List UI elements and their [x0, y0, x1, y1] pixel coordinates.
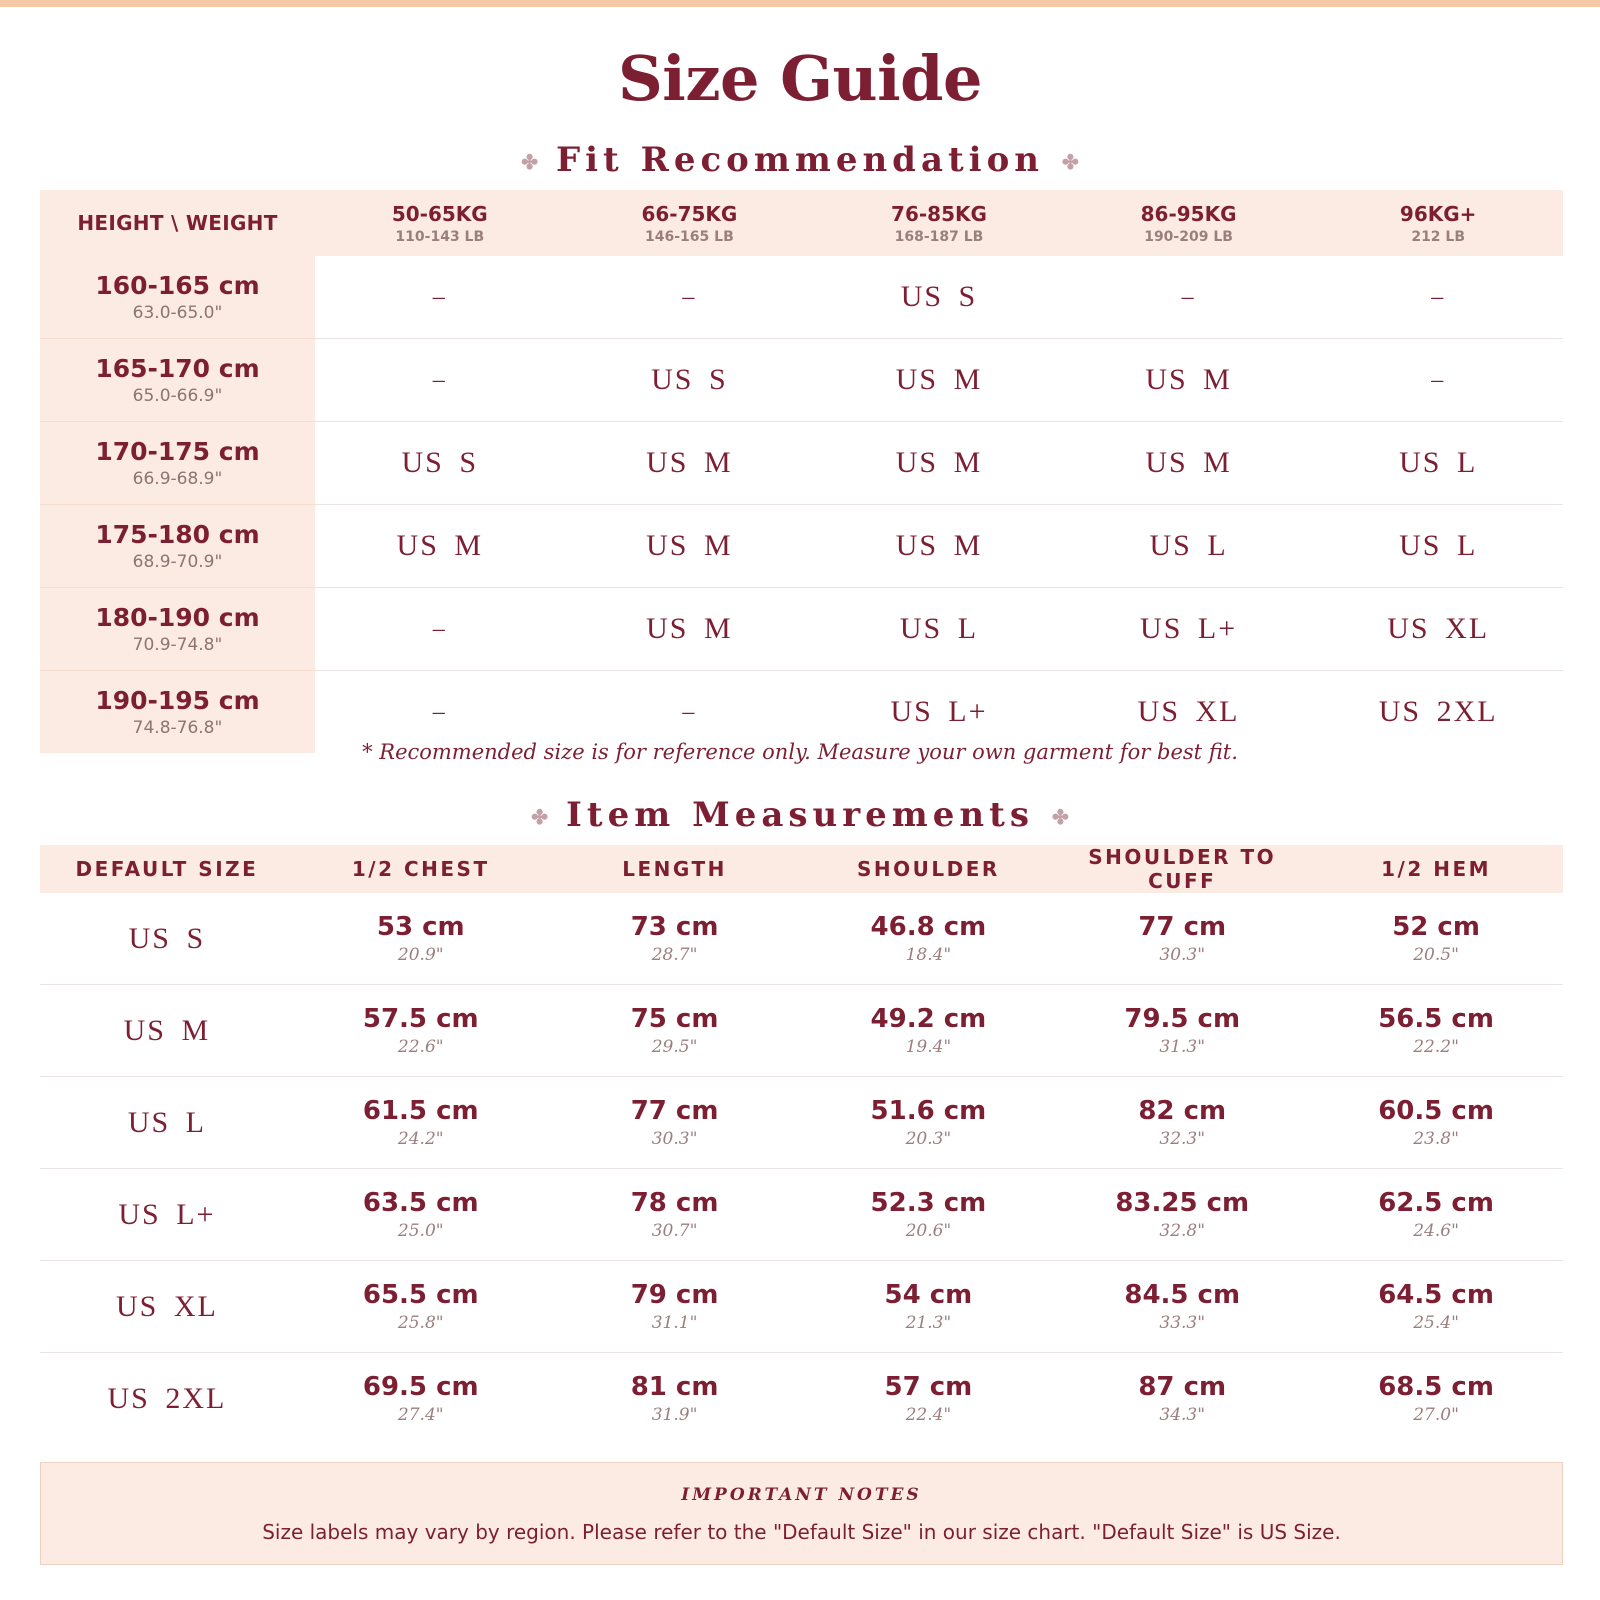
- measurement-cm: 87 cm: [1138, 1372, 1227, 1402]
- measurement-cell: [1055, 893, 1309, 985]
- fit-disclaimer: * Recommended size is for reference only. Measure your own garment for best fit.: [362, 740, 1238, 764]
- measurement-cm: 52 cm: [1392, 912, 1480, 942]
- measurement-cell: [548, 1261, 802, 1353]
- measurement-cell: [801, 893, 1055, 985]
- measurement-in: 31.9": [651, 1405, 698, 1425]
- weight-kg: 96KG+: [1399, 201, 1477, 226]
- measurement-cm: 62.5 cm: [1378, 1188, 1494, 1218]
- height-in: 65.0-66.9": [132, 386, 223, 406]
- measurement-cell: [1055, 1169, 1309, 1261]
- measurement-in: 27.0": [1413, 1405, 1459, 1425]
- measurement-cell: [294, 893, 548, 985]
- weight-kg: 66-75KG: [641, 201, 738, 226]
- column-header: SHOULDER TO CUFF: [1055, 845, 1309, 893]
- fit-row: [40, 588, 1563, 671]
- weight-column-header: [814, 190, 1064, 256]
- measurement-in: 25.4": [1413, 1313, 1459, 1333]
- size-recommendation-cell: US M: [814, 422, 1064, 505]
- measurement-cm: 49.2 cm: [870, 1004, 987, 1034]
- fit-header-row: [40, 190, 1563, 256]
- size-recommendation-cell: –: [315, 588, 565, 671]
- fit-recommendation-table: [40, 190, 1563, 753]
- height-cm: 175-180 cm: [95, 520, 260, 549]
- measurement-cell: [801, 1353, 1055, 1445]
- measurement-cell: [1055, 1261, 1309, 1353]
- measurement-in: 27.4": [397, 1405, 444, 1425]
- size-recommendation-cell: –: [1313, 256, 1563, 339]
- size-recommendation-cell: US M: [315, 505, 565, 588]
- measurement-row: [40, 1353, 1563, 1445]
- size-recommendation-cell: US M: [565, 422, 815, 505]
- height-in: 74.8-76.8": [132, 718, 223, 738]
- measurement-cell: [1055, 985, 1309, 1077]
- default-size-cell: US M: [40, 985, 294, 1077]
- flower-ornament-icon: ✤: [1051, 805, 1069, 829]
- measurement-cell: [801, 985, 1055, 1077]
- weight-lb: 190-209 LB: [1144, 228, 1233, 245]
- default-size-cell: US XL: [40, 1261, 294, 1353]
- measurement-in: 34.3": [1159, 1405, 1206, 1425]
- flower-ornament-icon: ✤: [521, 150, 538, 174]
- default-size-cell: US L: [40, 1077, 294, 1169]
- height-row-header: [40, 422, 315, 505]
- flower-ornament-icon: ✤: [1062, 150, 1079, 174]
- column-header: DEFAULT SIZE: [40, 845, 294, 893]
- size-recommendation-cell: –: [682, 698, 697, 725]
- fit-row: [40, 339, 1563, 422]
- height-cm: 160-165 cm: [95, 271, 260, 300]
- fit-recommendation-title: Fit Recommendation: [556, 140, 1044, 180]
- measurement-cell: [294, 1169, 548, 1261]
- measurement-cell: [548, 985, 802, 1077]
- measurement-cell: [294, 1077, 548, 1169]
- height-cm: 165-170 cm: [95, 354, 260, 383]
- measurement-cell: [1309, 1353, 1563, 1445]
- measurement-in: 24.6": [1413, 1221, 1459, 1241]
- important-notes-box: [40, 1462, 1563, 1565]
- measurement-cell: [1309, 985, 1563, 1077]
- height-row-header: [40, 256, 315, 339]
- measurement-cm: 78 cm: [630, 1188, 719, 1218]
- height-cm: 170-175 cm: [95, 437, 260, 466]
- measurement-in: 18.4": [905, 945, 952, 965]
- measurement-cell: [1309, 893, 1563, 985]
- measurement-in: 25.0": [397, 1221, 444, 1241]
- measurement-row: [40, 1169, 1563, 1261]
- size-recommendation-cell: US L+: [890, 695, 988, 728]
- default-size-cell: US S: [40, 893, 294, 985]
- measurement-in: 22.2": [1413, 1037, 1459, 1057]
- measurement-cm: 79.5 cm: [1124, 1004, 1241, 1034]
- default-size-cell: US L+: [40, 1169, 294, 1261]
- default-size-cell: US 2XL: [107, 1381, 227, 1415]
- measurement-in: 20.6": [905, 1221, 952, 1241]
- weight-kg: 76-85KG: [891, 201, 987, 226]
- measurement-in: 29.5": [651, 1037, 698, 1057]
- measurement-cm: 51.6 cm: [870, 1096, 987, 1126]
- weight-kg: 50-65KG: [391, 201, 488, 226]
- measurement-cell: [548, 1353, 802, 1445]
- measurement-cm: 83.25 cm: [1115, 1188, 1250, 1218]
- measurement-in: 28.7": [651, 945, 698, 965]
- measurement-cm: 60.5 cm: [1378, 1096, 1494, 1126]
- weight-lb: 212 LB: [1411, 228, 1466, 245]
- measurement-in: 30.3": [651, 1129, 698, 1149]
- measurement-in: 32.3": [1159, 1129, 1206, 1149]
- weight-column-header: [1313, 190, 1563, 256]
- measurement-cm: 46.8 cm: [870, 912, 987, 942]
- size-recommendation-cell: US M: [814, 505, 1064, 588]
- measurement-in: 22.6": [397, 1037, 444, 1057]
- size-recommendation-cell: US L+: [1064, 588, 1314, 671]
- size-recommendation-cell: US L: [814, 588, 1064, 671]
- weight-lb: 110-143 LB: [395, 228, 485, 245]
- measurement-cell: [1055, 1353, 1309, 1445]
- measurement-cm: 73 cm: [630, 912, 719, 942]
- size-recommendation-cell: US S: [315, 422, 565, 505]
- height-cm: 190-195 cm: [95, 686, 260, 715]
- size-recommendation-cell: US XL: [1137, 695, 1240, 728]
- measurement-cell: [1055, 1077, 1309, 1169]
- height-in: 63.0-65.0": [132, 303, 223, 323]
- measurement-cm: 77 cm: [630, 1096, 719, 1126]
- measurement-in: 20.5": [1413, 945, 1459, 965]
- size-recommendation-cell: US S: [814, 256, 1064, 339]
- weight-lb: 168-187 LB: [894, 228, 984, 245]
- fit-row: [40, 422, 1563, 505]
- column-header: SHOULDER: [801, 845, 1055, 893]
- measurement-cell: [801, 1261, 1055, 1353]
- measurement-cm: 75 cm: [630, 1004, 719, 1034]
- measurement-in: 22.4": [905, 1405, 952, 1425]
- size-recommendation-cell: US L: [1064, 505, 1314, 588]
- item-measurements-heading: [0, 795, 1600, 835]
- size-recommendation-cell: US M: [565, 505, 815, 588]
- measurement-in: 32.8": [1159, 1221, 1206, 1241]
- size-recommendation-cell: –: [1313, 339, 1563, 422]
- height-in: 66.9-68.9": [132, 469, 223, 489]
- column-header: LENGTH: [548, 845, 802, 893]
- weight-column-header: [565, 190, 815, 256]
- height-in: 70.9-74.8": [132, 635, 223, 655]
- size-recommendation-cell: –: [565, 256, 815, 339]
- item-measurements-table: [40, 845, 1563, 1444]
- measurement-cm: 64.5 cm: [1378, 1280, 1494, 1310]
- weight-lb: 146-165 LB: [645, 228, 734, 245]
- measurement-cell: [294, 985, 548, 1077]
- height-in: 68.9-70.9": [132, 552, 223, 572]
- measurement-in: 20.9": [397, 945, 444, 965]
- measurement-in: 30.3": [1159, 945, 1206, 965]
- measurement-in: 24.2": [397, 1129, 444, 1149]
- measurement-cm: 79 cm: [630, 1280, 719, 1310]
- measurement-cell: [548, 893, 802, 985]
- measurement-cell: [1309, 1169, 1563, 1261]
- top-accent-bar: [0, 0, 1600, 7]
- measurement-cm: 57.5 cm: [362, 1004, 479, 1034]
- height-row-header: [40, 588, 315, 671]
- measurement-cell: [294, 1353, 548, 1445]
- measurement-cm: 63.5 cm: [362, 1188, 479, 1218]
- measurement-in: 25.8": [397, 1313, 444, 1333]
- measurement-cm: 57 cm: [884, 1372, 973, 1402]
- measurements-header-row: [40, 845, 1563, 893]
- measurement-in: 31.1": [651, 1313, 698, 1333]
- flower-ornament-icon: ✤: [531, 805, 549, 829]
- size-recommendation-cell: –: [315, 256, 565, 339]
- measurement-row: [40, 1261, 1563, 1353]
- weight-column-header: [315, 190, 565, 256]
- measurement-cm: 84.5 cm: [1124, 1280, 1241, 1310]
- measurement-in: 21.3": [905, 1313, 952, 1333]
- size-recommendation-cell: US L: [1313, 422, 1563, 505]
- measurement-cell: [801, 1077, 1055, 1169]
- page-title: Size Guide: [618, 42, 982, 115]
- measurement-in: 23.8": [1413, 1129, 1459, 1149]
- measurement-cm: 65.5 cm: [362, 1280, 479, 1310]
- size-recommendation-cell: US M: [1064, 422, 1314, 505]
- size-recommendation-cell: –: [315, 339, 565, 422]
- measurement-cell: [548, 1169, 802, 1261]
- weight-kg: 86-95KG: [1140, 201, 1237, 226]
- measurement-row: [40, 1077, 1563, 1169]
- height-weight-corner-label: HEIGHT \ WEIGHT: [40, 190, 315, 256]
- measurement-cell: [548, 1077, 802, 1169]
- measurement-in: 20.3": [905, 1129, 952, 1149]
- measurement-cm: 56.5 cm: [1378, 1004, 1494, 1034]
- measurement-cm: 54 cm: [884, 1280, 973, 1310]
- measurement-cm: 77 cm: [1138, 912, 1227, 942]
- measurement-row: [40, 893, 1563, 985]
- measurement-cm: 82 cm: [1138, 1096, 1227, 1126]
- height-cm: 180-190 cm: [95, 603, 260, 632]
- important-notes-text: Size labels may vary by region. Please refer to the "Default Size" in our size chart. "Default Size" is US Size.: [262, 1520, 1341, 1544]
- measurement-cm: 61.5 cm: [362, 1096, 479, 1126]
- measurement-in: 30.7": [651, 1221, 698, 1241]
- size-recommendation-cell: US XL: [1313, 588, 1563, 671]
- measurement-cell: [1309, 1077, 1563, 1169]
- fit-row: [40, 256, 1563, 339]
- size-recommendation-cell: –: [432, 698, 447, 725]
- measurement-cell: [801, 1169, 1055, 1261]
- weight-column-header: [1064, 190, 1314, 256]
- size-recommendation-cell: US 2XL: [1378, 695, 1498, 728]
- fit-row: [40, 505, 1563, 588]
- height-row-header: [40, 339, 315, 422]
- size-recommendation-cell: US M: [814, 339, 1064, 422]
- important-notes-title: IMPORTANT NOTES: [681, 1485, 922, 1505]
- measurement-cm: 52.3 cm: [870, 1188, 987, 1218]
- size-recommendation-cell: –: [1064, 256, 1314, 339]
- size-recommendation-cell: US M: [565, 588, 815, 671]
- measurement-in: 31.3": [1159, 1037, 1206, 1057]
- measurement-in: 33.3": [1159, 1313, 1206, 1333]
- column-header: 1/2 HEM: [1309, 845, 1563, 893]
- measurement-cm: 68.5 cm: [1378, 1372, 1494, 1402]
- measurement-row: [40, 985, 1563, 1077]
- item-measurements-title: Item Measurements: [566, 795, 1034, 835]
- measurement-cm: 69.5 cm: [362, 1372, 479, 1402]
- size-recommendation-cell: US S: [565, 339, 815, 422]
- height-row-header: [40, 505, 315, 588]
- measurement-cell: [1309, 1261, 1563, 1353]
- measurement-cm: 81 cm: [630, 1372, 719, 1402]
- measurement-in: 19.4": [905, 1037, 952, 1057]
- size-recommendation-cell: US L: [1313, 505, 1563, 588]
- measurement-cell: [294, 1261, 548, 1353]
- column-header: 1/2 CHEST: [294, 845, 548, 893]
- fit-recommendation-heading: [0, 140, 1600, 180]
- size-recommendation-cell: US M: [1064, 339, 1314, 422]
- measurement-cm: 53 cm: [376, 912, 465, 942]
